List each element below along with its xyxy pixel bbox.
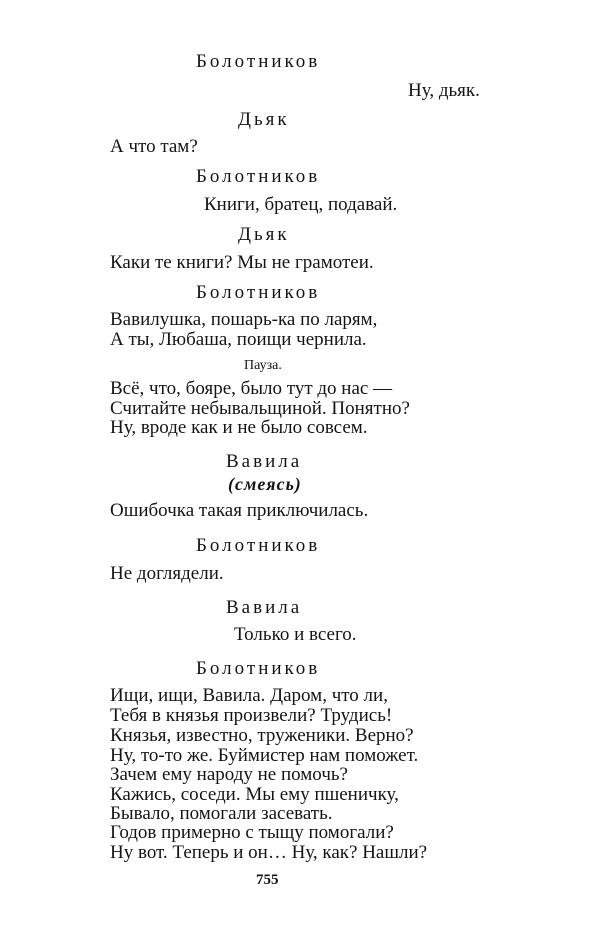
verse-line: Книги, братец, подавай. [204, 194, 398, 215]
verse-line: Всё, что, бояре, было тут до нас — [110, 378, 393, 399]
verse-line: Князья, известно, труженики. Верно? [110, 725, 414, 746]
verse-line: Ошибочка такая приключилась. [110, 500, 369, 521]
page-number: 755 [256, 872, 279, 888]
verse-line: А ты, Любаша, поищи чернила. [110, 329, 367, 350]
verse-line: Кажись, соседи. Мы ему пшеничку, [110, 784, 399, 805]
verse-line: Бывало, помогали засевать. [110, 803, 333, 824]
verse-line: Каки те книги? Мы не грамотеи. [110, 252, 374, 273]
stage-direction: (смеясь) [228, 474, 302, 494]
speaker-name: Дьяк [238, 109, 290, 130]
speaker-name: Болотников [196, 535, 321, 556]
verse-line: Ищи, ищи, Вавила. Даром, что ли, [110, 685, 388, 706]
verse-line: Только и всего. [234, 624, 357, 645]
speaker-name: Дьяк [238, 224, 290, 245]
verse-line: Ну, вроде как и не было совсем. [110, 417, 368, 438]
verse-line: Ну вот. Теперь и он… Ну, как? Нашли? [110, 842, 428, 863]
speaker-name: Болотников [196, 658, 321, 679]
verse-line: Ну, то-то же. Буймистер нам поможет. [110, 745, 419, 766]
speaker-name: Болотников [196, 51, 321, 72]
verse-line: Годов примерно с тыщу помогали? [110, 822, 394, 843]
verse-line: Не доглядели. [110, 563, 224, 584]
verse-line: Зачем ему народу не помочь? [110, 764, 348, 785]
verse-line: Тебя в князья произвели? Трудись! [110, 705, 393, 726]
verse-line: Ну, дьяк. [408, 80, 480, 101]
speaker-name: Болотников [196, 282, 321, 303]
stage-note: Пауза. [244, 358, 282, 373]
verse-line: Считайте небывальщиной. Понятно? [110, 398, 410, 419]
speaker-name: Вавила [226, 597, 303, 618]
verse-line: Вавилушка, пошарь-ка по ларям, [110, 309, 378, 330]
speaker-name: Вавила [226, 451, 303, 472]
verse-line: А что там? [110, 136, 198, 157]
speaker-name: Болотников [196, 166, 321, 187]
